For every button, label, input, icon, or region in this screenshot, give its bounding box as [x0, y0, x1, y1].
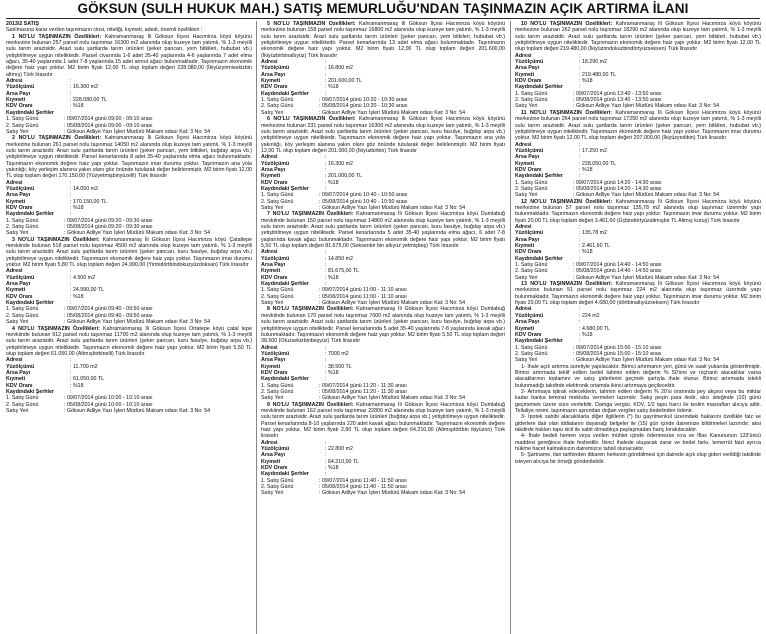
lot-description: 2 NO'LU TAŞINMAZIN Özellikleri: Kahramanmaraş İli Göksun İlçesi Hacımirza köyü köyünü merkezine bulunan 261 parsel nolu taşınmaz 14050 m2 alanında olup kuzeye tam yatımlı, % 1-3 meyilli sulu tarım arazisidir. Arazi sulu şartlarda tarım ürünleri (şeker pancarı, yem bitkileri, buğday arpa vb.) yetiştirilmeye uygun niteliktedir. Parsel kenarlarında 8 adet 35-40 yaşlarında elma ağacı bulunmaktadır. Taşınmazın ekonomik değere haiz yapı yoktur. Taşınmazın imar durumu yoktur. Taşınmazın ana yola yakınlığı, köy yerleşim alanına yakın olanı göz önünde tutularak değer belirlenmiştir. M2 birim fiyatı 12,00 TL olup toplam değeri 170.150,00 (Yüzyetmişbinyüzelli) Türk lirasıdır — [6, 135, 252, 180]
lot-block — [515, 281, 761, 363]
field-value: : — [325, 262, 327, 269]
field-value: : 201.000,00 TL — [325, 173, 363, 180]
field-label: 2. Satış Günü — [6, 122, 39, 129]
sale-condition-note: 1- İhale açık artırma suretiyle yapılacaktır. Birinci artırmanın yeri, günü ve saati yukarıda gösterilmiştir. Birinci artırmada teklif edilen bedel tahmin edilen değerin % 50'sini ve rüçhanlı alacaklılar varsa alacaklarının toplamını ve satış giderlerini geçmek şartıyla ihale olunur. Birinci artırmada istekli bulunmadığı takdirde elektronik ortamda ikinci artırmaya geçilecektir. — [515, 363, 761, 389]
lot-heading: 3 NO'LU TAŞINMAZIN Özellikleri: — [12, 236, 103, 243]
field-label: Satış Yeri — [261, 300, 284, 307]
field-value: : — [579, 306, 581, 313]
field-label: Arsa Payı — [515, 236, 540, 243]
field-value: : — [325, 452, 327, 459]
field-value: : 09/07/2014 günü 15:00 - 15:10 arası — [573, 344, 662, 351]
field-value: : 18.290 m2 — [579, 59, 607, 66]
field-value: : %18 — [579, 166, 593, 173]
field-value: : 09/07/2014 günü 11:00 - 11:10 arası — [319, 287, 407, 294]
field-value: : — [579, 84, 581, 91]
field-label: Adresi — [6, 357, 23, 364]
lot-description: 7 NO'LU TAŞINMAZIN Özellikleri: Kahramanmaraş İli Göksun İlçesi Hacımirza köyü Dumlabuğ mevkiinde bulunan 150 parsel nolu taşınmaz 14860 m2 alanında olup kuzeye tam yatımlı, % 1-3 meyilli sulu tarım arazisidir. Arazi sulu şartlarda tarım ürünleri (şeker pancarı, kuru fasulye, buğday arpa vb.) yetiştirilmeye uygun niteliktedir. Parsel kenarlarında 5 adet 35-40 yaşlarında elma ağacı, 6 adet 7-8 yaşlarında kavak ağacı bulunmaktadır. Taşınmazın ekonomik değere haiz yapı yoktur. M2 birim fiyatı 5,50 TL olup toplam değeri 81.675,00 (Seksenbir bin altıyüz yetmişbeş) Türk lirasıdır — [261, 211, 505, 250]
field-value: : %18 — [325, 274, 339, 281]
field-value: : Göksun Adliye Yazı İşleri Müdürü Makam odası Kat: 3 No: 54 — [64, 128, 211, 135]
field-value: : Göksun Adliye Yazı İşleri Müdürü Makam odası Kat: 3 No: 54 — [573, 274, 720, 281]
column-2 — [261, 21, 505, 634]
field-label: Arsa Payı — [515, 319, 540, 326]
lot-description: 9 NO'LU TAŞINMAZIN Özellikleri: Kahramanmaraş İli Göksun İlçesi Hacımirza köyü Dumlabuğ mevkiinde bulunan 162 parsel nolu taşınmaz 22800 m2 alanında olup kuzeye tam yatımlı, % 1-3 meyilli sulu tarım arazisidir. Arazi sulu şartlarda tarım ürünleri (buğday arpa vb.) yetiştirilmeye uygun niteliktedir. Parsel kenarlarında 8-10 yaşlarında 220 adet kavak ağacı bulunmaktadır. Taşınmazın ekonomik değere haiz yapı yoktur. M2 birim fiyatı 2,80 TL olup toplam değeri 64.210,00 (Altmışdörtbin ikiyüzon) Türk lirasıdır — [261, 401, 505, 440]
field-value: : %18 — [579, 78, 593, 85]
field-value: : — [325, 59, 327, 66]
field-value: : 135,78 m2 — [579, 230, 607, 237]
field-label: Yüzölçümü — [515, 147, 544, 154]
field-label: Kıymeti — [515, 243, 535, 250]
field-value: : 09/07/2014 günü 09:40 - 09:50 arası — [64, 306, 153, 313]
field-label: Arsa Payı — [6, 281, 31, 288]
field-label: Yüzölçümü — [261, 255, 290, 262]
field-label: Satış Yeri — [6, 230, 29, 237]
field-value: : 16.300 m2 — [70, 84, 98, 91]
field-label: 1. Satış Günü — [515, 344, 548, 351]
field-label: 1. Satış Günü — [6, 116, 39, 123]
field-value: : 2.461,60 TL — [579, 243, 611, 250]
lot-heading: 12 NO'LU TAŞINMAZIN Özellikleri: — [521, 198, 616, 205]
lot-heading: 7 NO'LU TAŞINMAZIN Özellikleri: — [267, 211, 357, 218]
field-value: : — [579, 338, 581, 345]
field-value: : — [70, 388, 72, 395]
lot-description: 11 NO'LU TAŞINMAZIN Özellikleri: Kahramanmaraş İli Göksun İlçesi Hacımirza köyü köyünü merkezine bulunan 264 parsel nolu taşınmaz 17250 m2 alanında olup kuzeye tam yatımlı, % 1-3 meyilli sulu tarım arazisidir. Arazi sulu şartlarda tarım ürünleri (şeker pancarı, yem bitkileri, hububat vb.) yetiştirilmeye uygun niteliktedir. Taşınmazın ekonomik değere haiz yapı yoktur. Taşınmazın imar durumu yoktur. M2 birim fiyatı 12,00 TL olup toplam değeri 207.000,00 (İkiyüzyedibin) Türk lirasıdır — [515, 109, 761, 142]
field-value: : Göksun Adliye Yazı İşleri Müdürü Makam odası Kat: 3 No: 54 — [64, 319, 211, 326]
field-label: Satış Yeri — [515, 274, 538, 281]
field-label: 1. Satış Günü — [515, 179, 548, 186]
field-label: Kaydındaki Şerhler — [261, 185, 309, 192]
field-value: : — [579, 154, 581, 161]
field-label: KDV Oranı — [261, 179, 288, 186]
field-label: Arsa Payı — [515, 154, 540, 161]
field-label: Kaydındaki Şerhler — [6, 300, 54, 307]
field-label: Adresi — [6, 268, 23, 275]
field-label: Adresi — [515, 306, 532, 313]
field-label: Yüzölçümü — [515, 59, 544, 66]
lot-description: 1 NO'LU TAŞINMAZIN Özellikleri: Kahramanmaraş İli Göksun İlçesi Hacımirza köyü köyünü merkezine bulunan 257 parsel nolu taşınmaz 16300 m2 alanında olup kuzeye tam yatımlı, % 1-3 meyilli sulu tarım arazisidir. Arazi sulu şartlarda tarım ürünleri (şeker pancarı, yem bitkileri, hububat vb.) yetiştirilmeye uygun niteliktedir. Parsel civarında 1-6 adet 35-40 yaşlarında 4-6 yaşlarında 7 adet elma ağacı, 35-40 yaşlarında 1 adet 7-8 yaşlarında 15 adet armut ağacı bulunmaktadır. Taşınmazın ekonomik değere haiz yapı yoktur. M2 birim fiyatı 12,00 TL olup toplam değeri 228.080,00 (İkiyüzyirmisekizbin altmış) Türk lirasıdır — [6, 33, 252, 78]
field-label: Kaydındaki Şerhler — [261, 281, 309, 288]
field-label: Kıymeti — [261, 78, 281, 85]
field-value: : — [70, 268, 72, 275]
field-label: 1. Satış Günü — [261, 382, 294, 389]
field-label: KDV Oranı — [515, 331, 542, 338]
field-value: : 09/07/2014 günü 10:20 - 10:30 arası — [319, 97, 408, 104]
field-value: : — [70, 300, 72, 307]
field-value: : %18 — [579, 331, 593, 338]
field-label: KDV Oranı — [261, 84, 288, 91]
lot-heading: 8 NO'LU TAŞINMAZIN Özellikleri: — [267, 306, 357, 313]
field-label: 1. Satış Günü — [515, 90, 548, 97]
field-label: 2. Satış Günü — [6, 224, 39, 230]
field-value: : — [325, 344, 327, 351]
lot-heading: 2 NO'LU TAŞINMAZIN Özellikleri: — [12, 135, 105, 142]
field-label: Kıymeti — [261, 268, 281, 275]
field-value: : 24.990,00 TL — [70, 287, 105, 294]
field-value: : — [70, 369, 72, 376]
lot-block — [515, 110, 761, 199]
sale-condition-note: 5- Şartname, ilan tarihinden itibaren herkesin görebilmesi için dairede açık olup gideri verildiği takdirde isteyen alıcıya bir örneği gönderilebilir. — [515, 452, 761, 465]
field-value: : — [70, 211, 72, 218]
field-label: Yüzölçümü — [6, 185, 35, 192]
column-3 — [515, 21, 761, 634]
field-label: Kaydındaki Şerhler — [6, 388, 54, 395]
title-divider — [6, 18, 760, 19]
field-value: : 228.050,00 TL — [579, 160, 617, 167]
field-label: Yüzölçümü — [261, 446, 290, 453]
field-value: : — [325, 376, 327, 383]
field-value: : Göksun Adliye Yazı İşleri Müdürü Makam odası Kat: 3 No: 54 — [64, 230, 211, 237]
field-value: : Göksun Adliye Yazı İşleri Müdürü Makam odası Kat: 3 No: 54 — [573, 357, 720, 364]
field-value: : 17.250 m2 — [579, 147, 607, 154]
intro-text: Satılmasına karar verilen taşınmazın cinsi, niteliği, kıymeti, adedi, önemli özellikleri : — [6, 27, 203, 34]
field-value: : — [579, 236, 581, 243]
field-label: 1. Satış Günü — [261, 287, 294, 294]
lot-block — [261, 306, 505, 401]
lot-description: 5 NO'LU TAŞINMAZIN Özellikleri: Kahramanmaraş İli Göksun İlçesi Hacımirza köyü köyünü merkezine bulunan 158 parsel nolu taşınmaz 16800 m2 alanında olup kuzeye tam yatımlı, % 1-3 meyilli sulu tarım arazisidir. Arazi sulu şartlarda tarım ürünleri (şeker pancarı, yem bitkileri, hububat vb.) yetiştirilmeye uygun niteliktedir. Parsel kenarlarında 13 adet elma ağacı bulunmaktadır. Taşınmazın ekonomik değere haiz yapı yoktur. M2 birim fiyatı 12,00 TL olup toplam değeri 201.600,00 (İkiyüzbirbinaltıyüz) Türk lirasıdır — [261, 21, 505, 59]
field-value: : 228.080,00 TL — [70, 97, 108, 104]
field-label: 2. Satış Günü — [261, 103, 294, 110]
field-value: : — [70, 357, 72, 364]
lot-block — [261, 116, 505, 211]
field-value: : 05/08/2014 günü 10:20 - 10:30 arası — [319, 103, 408, 110]
field-label: Adresi — [261, 59, 278, 66]
field-value: : 09/07/2014 günü 09:00 - 09:10 arası — [64, 116, 153, 123]
field-label: Adresi — [261, 439, 278, 446]
field-value: : — [70, 78, 72, 85]
field-label: Yüzölçümü — [515, 230, 544, 237]
lot-block — [515, 21, 761, 110]
field-label: Satış Yeri — [261, 490, 284, 497]
field-value: : — [325, 166, 327, 173]
field-value: : 05/08/2014 günü 09:40 - 09:50 arası — [64, 312, 153, 319]
field-value: : — [325, 249, 327, 256]
field-label: Yüzölçümü — [261, 65, 290, 72]
field-label: Adresi — [6, 179, 23, 186]
field-value: : 09/07/2014 günü 11:20 - 11:30 arası — [319, 382, 407, 389]
lot-heading: 13 NO'LU TAŞINMAZIN Özellikleri: — [521, 281, 616, 288]
field-value: : — [70, 281, 72, 288]
field-value: : 64.210,00 TL — [325, 458, 360, 465]
field-value: : 05/08/2014 günü 11:40 - 11:50 arası — [319, 484, 407, 491]
field-value: : 05/08/2014 günü 11:20 - 11:30 arası — [319, 388, 407, 395]
lot-block — [261, 402, 505, 497]
field-value: : 7000 m2 — [325, 350, 349, 357]
field-value: : 09/07/2014 günü 09:20 - 09:30 arası — [64, 217, 153, 224]
field-label: Adresi — [515, 141, 532, 148]
field-label: Kıymeti — [6, 287, 26, 294]
field-value: : Göksun Adliye Yazı İşleri Müdürü Makam odası Kat: 3 No: 54 — [319, 204, 466, 211]
field-value: : 09/07/2014 günü 11:40 - 11:50 arası — [319, 477, 407, 484]
field-value: : 05/08/2014 günü 09:00 - 09:10 arası — [64, 122, 153, 129]
field-value: : Göksun Adliye Yazı İşleri Müdürü Makam odası Kat: 3 No: 54 — [319, 395, 466, 402]
field-value: : — [325, 439, 327, 446]
field-value: : 05/08/2014 günü 14:40 - 14:50 arası — [573, 268, 662, 275]
field-value: : — [325, 471, 327, 478]
field-value: : — [579, 319, 581, 326]
field-value: : 09/07/2014 günü 10:00 - 10:10 arası — [64, 395, 153, 402]
field-label: Kıymeti — [515, 160, 535, 167]
field-value: : — [70, 192, 72, 199]
field-label: Adresi — [261, 249, 278, 256]
field-value: : 09/07/2014 günü 14:40 - 14:50 arası — [573, 262, 662, 269]
field-label: 2. Satış Günü — [6, 312, 39, 319]
field-label: Arsa Payı — [261, 357, 286, 364]
field-value: : 11.700 m2 — [70, 363, 98, 370]
field-value: : %18 — [70, 293, 84, 300]
field-label: Adresi — [515, 52, 532, 59]
field-value: : 05/08/2014 günü 11:00 - 11:10 arası — [319, 293, 407, 300]
field-label: Kaydındaki Şerhler — [515, 84, 563, 91]
lot-description: 3 NO'LU TAŞINMAZIN Özellikleri: Kahramanmaraş İli Göksun İlçesi Hacımirza köyü Çataltepe mevkiinde bulunan 518 parsel nolu taşınmaz 4500 m2 alanında olup kuzeye tam yatımlı, % 1-3 meyilli sulu tarım arazisidir. Arazi sulu şartlarda tarım ürünleri (şeker pancarı, kuru fasulye, buğday arpa vb.) yetiştirilmeye uygun niteliktedir. Taşınmazın ekonomik değere haiz yapı yoktur. Taşınmazın imar durumu yoktur. M2 birim fiyatı 5,80 TL olup toplam değeri 24.990,00 (Yirmidörtbindokuzyüzdoksan) Türk lirasıdır — [6, 236, 252, 269]
field-value: : 05/08/2014 günü 15:00 - 15:10 arası — [573, 350, 662, 357]
field-value: : 219.480,00 TL — [579, 71, 617, 78]
field-label: Kıymeti — [261, 363, 281, 370]
lot-heading: 4 NO'LU TAŞINMAZIN Özellikleri: — [12, 325, 104, 332]
field-value: : — [579, 65, 581, 72]
field-value: : %18 — [579, 249, 593, 256]
field-label: Satış Yeri — [261, 204, 284, 211]
field-label: Adresi — [6, 78, 23, 85]
field-label: KDV Oranı — [6, 204, 33, 211]
field-label: Arsa Payı — [261, 452, 286, 459]
lot-description: 13 NO'LU TAŞINMAZIN Özellikleri: Kahramanmaraş İli Göksun İlçesi Hacımirza köyü köyünü merkezine bulunan 51 parsel nolu taşınmaz 224 m2 alanında olup taşınmaz üzerinde yapı bulunmaktadır. Taşınmazın ekonomik değere haiz yapı yoktur. Taşınmazın imar durumu yoktur. M2 birim fiyatı 20,00 TL olup toplam değeri 4.680,00 (dörtbinaltıyüzseksen) Türk lirasıdır — [515, 281, 761, 307]
field-label: Kaydındaki Şerhler — [515, 338, 563, 345]
field-label: Arsa Payı — [6, 90, 31, 97]
field-label: Arsa Payı — [261, 262, 286, 269]
field-value: : %18 — [70, 382, 84, 389]
field-label: 1. Satış Günü — [6, 217, 39, 224]
field-value: : — [70, 90, 72, 97]
field-label: Adresi — [261, 154, 278, 161]
field-label: Adresi — [261, 344, 278, 351]
field-value: : 16.300 m2 — [325, 160, 353, 167]
field-value: : 170.150,00 TL — [70, 198, 108, 205]
field-value: : %18 — [325, 179, 339, 186]
field-value: : — [325, 281, 327, 288]
field-label: Yüzölçümü — [515, 312, 544, 319]
field-value: : 4.680,00 TL — [579, 325, 611, 332]
field-label: Kaydındaki Şerhler — [261, 90, 309, 97]
lot-heading: 6 NO'LU TAŞINMAZIN Özellikleri: — [267, 116, 359, 123]
field-label: Arsa Payı — [6, 192, 31, 199]
field-value: : 201.600,00 TL — [325, 78, 363, 85]
lot-block — [6, 135, 252, 237]
field-label: Yüzölçümü — [6, 274, 35, 281]
field-value: : %18 — [325, 465, 339, 472]
field-label: 2. Satış Günü — [261, 293, 294, 300]
field-label: KDV Oranı — [515, 249, 542, 256]
field-label: 1. Satış Günü — [261, 192, 294, 199]
lot-heading: 5 NO'LU TAŞINMAZIN Özellikleri: — [267, 21, 359, 27]
lot-description: 6 NO'LU TAŞINMAZIN Özellikleri: Kahramanmaraş İli Göksun İlçesi Hacımirza köyü köyünü merkezine bulunan 231 parsel nolu taşınmaz 16300 m2 alanında olup kuzeye tam yatımlı, % 1-3 meyilli sulu tarım arazisidir. Arazi sulu şartlarda tarım ürünleri (şeker pancarı, kuru fasulye, buğday arpa vb.) yetiştirilmeye uygun niteliktedir. Taşınmazın ekonomik değere haiz yapı yoktur. Taşınmazın ana yola yakınlığı, köy yerleşim alanına yakın olanı göz önünde tutularak değer belirlenmiştir. M2 birim fiyatı 12,00 TL olup toplam değeri 201.000,00 (İkiyüzbirbin) Türk lirasıdır — [261, 116, 505, 154]
sale-condition-note: 4- İhale bedeli hemen veya verilen mühlet içinde ödenmezse icra ve İflas Kanununun 133'üncü maddesi gereğince ihale feshedilir. İkinci ihalede oluşacak zarar ve bedel farkı, temerrüt faizi ayrıca hükme hacet kalmaksızın dairemizce tahsil olunacaktır. — [515, 433, 761, 453]
field-label: Kıymeti — [261, 458, 281, 465]
field-label: KDV Oranı — [6, 293, 33, 300]
field-label: KDV Oranı — [261, 465, 288, 472]
field-label: 2. Satış Günü — [515, 185, 548, 192]
field-label: Kaydındaki Şerhler — [261, 471, 309, 478]
lot-block — [261, 211, 505, 306]
lot-block — [261, 21, 505, 116]
column-divider — [256, 21, 257, 634]
field-label: Yüzölçümü — [261, 160, 290, 167]
field-label: Satış Yeri — [515, 192, 538, 199]
field-value: : — [579, 141, 581, 148]
field-label: Kaydındaki Şerhler — [6, 211, 54, 218]
field-value: : Göksun Adliye Yazı İşleri Müdürü Makam odası Kat: 3 No: 54 — [64, 407, 211, 414]
field-label: Satış Yeri — [515, 103, 538, 110]
lot-block — [515, 199, 761, 281]
field-value: : 05/08/2014 günü 09:20 - 09:30 arası — [64, 224, 153, 230]
field-label: Kıymeti — [6, 97, 26, 104]
field-value: : %18 — [325, 369, 339, 376]
lot-description: 12 NO'LU TAŞINMAZIN Özellikleri: Kahramanmaraş İli Göksun İlçesi Hacımirza köyü köyünü merkezine bulunan 57 parsel nolu taşınmaz 135,78 m2 alanında olup taşınmaz üzerinde yapı bulunmaktadır. Taşınmazın ekonomik değere haiz yapı yoktur. Taşınmazın imar durumu yoktur. M2 birim fiyatı 20,00 TL olup toplam değeri 3.461,60 (Üçbindörtyüzaltmışbir TL Altmış kuruş) Türk lirasıdır — [515, 198, 761, 224]
field-label: Arsa Payı — [261, 166, 286, 173]
lot-block — [6, 34, 252, 136]
field-label: 1. Satış Günü — [261, 477, 294, 484]
field-label: Kıymeti — [261, 173, 281, 180]
field-value: : — [579, 52, 581, 59]
field-label: Kıymeti — [6, 376, 26, 383]
field-value: : 09/07/2014 günü 10:40 - 10:50 arası — [319, 192, 408, 199]
field-label: Satış Yeri — [261, 395, 284, 402]
field-value: : — [325, 357, 327, 364]
field-label: 2. Satış Günü — [261, 484, 294, 491]
field-value: : — [579, 255, 581, 262]
case-number: 2013/2 SATIŞ — [6, 21, 39, 27]
field-value: : 14.050 m2 — [70, 185, 98, 192]
field-label: KDV Oranı — [515, 78, 542, 85]
field-value: : — [325, 154, 327, 161]
field-value: : 224 m2 — [579, 312, 600, 319]
lot-heading: 9 NO'LU TAŞINMAZIN Özellikleri: — [267, 401, 357, 408]
field-value: : — [70, 179, 72, 186]
field-value: : 22.800 m2 — [325, 446, 353, 453]
field-value: : — [325, 185, 327, 192]
field-label: 2. Satış Günü — [515, 97, 548, 104]
field-label: Yüzölçümü — [6, 84, 35, 91]
field-value: : 4.500 m2 — [70, 274, 96, 281]
field-label: Kaydındaki Şerhler — [261, 376, 309, 383]
lot-description: 4 NO'LU TAŞINMAZIN Özellikleri: Kahramanmaraş İli Göksun İlçesi Ortatepe köyü çatal tepe mevkiinde bulunan 912 parsel nolu taşınmaz 11700 m2 alanında olup kuzeye tam yatımlı, % 1-3 meyilli sulu tarım arazisidir. Arazi sulu şartlarda tarım ürünleri (şeker pancarı, kuru fasulye, buğday arpa vb.) yetiştirilmeye uygun niteliktedir. Taşınmazın ekonomik değere haiz yapı yoktur. M2 birim fiyatı 5,50 TL olup toplam değeri 61.050,00 (Altmışbirbinelli) Türk lirasıdır — [6, 325, 252, 357]
field-value: : %18 — [70, 204, 84, 211]
field-label: Kıymeti — [515, 71, 535, 78]
field-label: Arsa Payı — [6, 369, 31, 376]
field-label: Kaydındaki Şerhler — [515, 173, 563, 180]
field-value: : Göksun Adliye Yazı İşleri Müdürü Makam odası Kat: 3 No: 54 — [573, 192, 720, 199]
lot-heading: 11 NO'LU TAŞINMAZIN Özellikleri: — [521, 109, 616, 116]
field-value: : 05/08/2014 günü 10:00 - 10:10 arası — [64, 401, 153, 408]
field-value: : %18 — [70, 103, 84, 110]
field-label: Kıymeti — [515, 325, 535, 332]
field-value: : — [70, 109, 72, 116]
field-label: 2. Satış Günü — [6, 401, 39, 408]
field-value: : %18 — [325, 84, 339, 91]
field-value: : Göksun Adliye Yazı İşleri Müdürü Makam odası Kat: 3 No: 54 — [319, 109, 466, 116]
field-label: Satış Yeri — [515, 357, 538, 364]
field-label: KDV Oranı — [261, 369, 288, 376]
field-value: : 09/07/2014 günü 14:20 - 14:30 arası — [573, 179, 662, 186]
field-row — [515, 357, 761, 363]
field-label: 2. Satış Günü — [515, 350, 548, 357]
field-value: : 81.675,00 TL — [325, 268, 360, 275]
field-value: : 38.500 TL — [325, 363, 352, 370]
lot-description: 8 NO'LU TAŞINMAZIN Özellikleri: Kahramanmaraş İli Göksun İlçesi Hacımirza köyü Dumlabuğ mevkiinde bulunan 170 parsel nolu taşınmaz 7000 m2 alanında olup kuzeye tam yatımlı, % 1-3 meyilli sulu tarım arazisidir. Arazi sulu şartlarda tarım ürünleri (şeker pancarı, kuru fasulye, buğday arpa vb.) yetiştirilmeye uygun niteliktedir. Parsel kenarlarında 5 adet 35-40 yaşlarında 7-8 yaşlarında kavak ağacı bulunmaktadır. Taşınmazın ekonomik değere haiz yapı yoktur. M2 birim fiyatı 5,50 TL olup toplam değeri 38.500 (Otuzsekizbinbeşyüz) Türk lirasıdır — [261, 306, 505, 345]
field-label: 1. Satış Günü — [6, 395, 39, 402]
field-label: KDV Oranı — [6, 103, 33, 110]
field-value: : Göksun Adliye Yazı İşleri Müdürü Makam odası Kat: 3 No: 54 — [319, 490, 466, 497]
field-label: Arsa Payı — [261, 71, 286, 78]
field-value: : 14.850 m2 — [325, 255, 353, 262]
field-label: KDV Oranı — [261, 274, 288, 281]
field-label: Kıymeti — [6, 198, 26, 205]
field-value: : 09/07/2014 günü 13:40 - 13:50 arası — [573, 90, 662, 97]
field-row — [261, 490, 505, 496]
lot-block — [6, 326, 252, 415]
page-title: GÖKSUN (SULH HUKUK MAH.) SATIŞ MEMURLUĞU'NDAN TAŞINMAZIN AÇIK ARTIRMA İLANI — [77, 1, 689, 16]
field-label: 1. Satış Günü — [6, 306, 39, 313]
field-label: 2. Satış Günü — [515, 268, 548, 275]
field-label: Kaydındaki Şerhler — [515, 255, 563, 262]
column-1 — [6, 21, 252, 634]
field-label: 2. Satış Günü — [261, 388, 294, 395]
field-value: : 05/08/2014 günü 13:40 - 13:50 arası — [573, 97, 662, 104]
lot-block — [6, 237, 252, 326]
field-value: : 05/08/2014 günü 10:40 - 10:50 arası — [319, 198, 408, 205]
sale-condition-note: 2- Artırmaya iştirak edeceklerin, tahmin edilen değerin % 20'si oranında pey akçesi veya bu miktar kadar banka teminat mektubu vermeleri lazımdır. Satış peşin para iledir, alıcı isteğinde (10) günü geçmemek üzere süre verilebilir. Damga vergisi, KDV, 1/2 tapu harcı ile teslim masrafları alıcıya aittir. Tellaliye resmi, taşınmazın aynından doğan vergiler satış bedelinden ödenir. — [515, 388, 761, 414]
column-divider — [510, 21, 511, 634]
field-label: Arsa Payı — [515, 65, 540, 72]
field-label: Yüzölçümü — [6, 363, 35, 370]
field-label: 1. Satış Günü — [261, 97, 294, 104]
field-row — [6, 408, 252, 414]
field-label: Adresi — [515, 224, 532, 230]
field-value: : — [325, 71, 327, 78]
lot-heading: 10 NO'LU TAŞINMAZIN Özellikleri: — [521, 21, 616, 27]
field-label: 1. Satış Günü — [515, 262, 548, 269]
field-value: : Göksun Adliye Yazı İşleri Müdürü Makam odası Kat: 3 No: 54 — [319, 300, 466, 307]
field-value: : — [579, 224, 581, 230]
field-value: : — [325, 90, 327, 97]
sale-condition-note: 3- İpotek sahibi alacaklılarla diğer ilgililerin (*) bu gayrimenkul üzerindeki haklarını özellikle faiz ve giderlere dair olan iddialarını dayanağı belgeler ile (15) gün içinde dairemize bildirmeleri lazımdır; aksi takdirde hakları tapu sicil ile sabit olmadıkça paylaşmadan hariç bırakılacaktır. — [515, 414, 761, 433]
field-label: Satış Yeri — [261, 109, 284, 116]
field-label: Satış Yeri — [6, 128, 29, 135]
lot-description: 10 NO'LU TAŞINMAZIN Özellikleri: Kahramanmaraş İli Göksun İlçesi Hacımirza köyü köyünü merkezine bulunan 262 parsel nolu taşınmaz 18290 m2 alanında olup kuzeye tam yatımlı, % 1-3 meyilli sulu tarım arazisidir. Arazi sulu şartlarda tarım ürünleri (şeker pancarı, yem bitkileri, hububat vb.) yetiştirilmeye uygun niteliktedir. Taşınmazın ekonomik değere haiz yapı yoktur. M2 birim fiyatı 12,00 TL olup toplam değeri 219.480,00 (İkiyüzondokuzbindörtyüzseksen) Türk lirasıdır — [515, 21, 761, 53]
field-label: Yüzölçümü — [261, 350, 290, 357]
field-value: : — [579, 173, 581, 180]
field-label: KDV Oranı — [515, 166, 542, 173]
field-value: : 61.050,00 TL — [70, 376, 105, 383]
field-value: : 05/08/2014 günü 14:20 - 14:30 arası — [573, 185, 662, 192]
field-label: Satış Yeri — [6, 319, 29, 326]
field-label: Kaydındaki Şerhler — [6, 109, 54, 116]
field-value: : 16.800 m2 — [325, 65, 353, 72]
field-label: KDV Oranı — [6, 382, 33, 389]
field-label: 2. Satış Günü — [261, 198, 294, 205]
field-value: : Göksun Adliye Yazı İşleri Müdürü Makam odası Kat: 3 No: 54 — [573, 103, 720, 110]
field-label: Satış Yeri — [6, 407, 29, 414]
lot-heading: 1 NO'LU TAŞINMAZIN Özellikleri: — [12, 33, 105, 40]
